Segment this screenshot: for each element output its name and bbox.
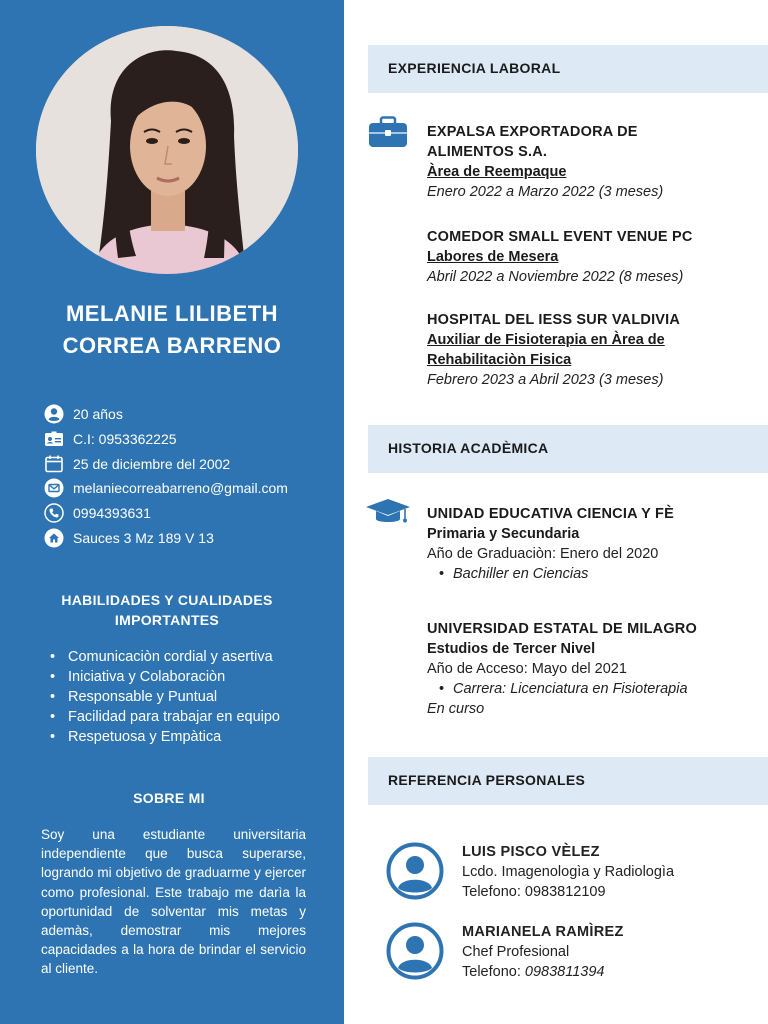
references-heading: REFERENCIA PERSONALES: [368, 757, 768, 805]
education-heading: HISTORIA ACADÈMICA: [368, 425, 768, 473]
skill-item: • Iniciativa y Colaboraciòn: [50, 667, 335, 687]
contact-birthday-text: 25 de diciembre del 2002: [73, 455, 231, 472]
reference-entry: [462, 922, 762, 982]
school-status: En curso: [427, 701, 485, 717]
skill-item: • Respetuosa y Empàtica: [50, 727, 335, 747]
job-entry: [427, 310, 762, 390]
calendar-icon: [43, 454, 65, 474]
job-dates: Abril 2022 a Noviembre 2022 (8 meses): [427, 269, 684, 285]
contact-address: [43, 525, 333, 550]
reference-avatar-icon: [386, 842, 444, 900]
email-icon: [43, 478, 65, 498]
job-role: Auxiliar de Fisioterapia en Àrea de Rehabilitaciòn Fisica: [427, 332, 665, 368]
about-heading: SOBRE MI: [133, 790, 205, 806]
job-dates: Febrero 2023 a Abril 2023 (3 meses): [427, 372, 664, 388]
contact-email-text[interactable]: melaniecorreabarreno@gmail.com: [73, 480, 288, 497]
school-date: Año de Graduaciòn: Enero del 2020: [427, 546, 659, 562]
sidebar: [0, 0, 344, 1024]
home-icon: [43, 528, 65, 548]
about-text: Soy una estudiante universitaria independiente que busca superarse, logrando mi objetivo de graduarme y ejercer como profesional. Este trabajo me darìa la oportunidad de solventar mis metas y ademàs, demostrar mis mejores capacidades a la hora de brindar el servicio al cliente.: [41, 827, 306, 977]
briefcase-icon: [368, 116, 408, 148]
graduation-cap-icon: [365, 498, 411, 526]
name-line-2: CORREA BARRENO: [62, 333, 282, 358]
school-detail-item: • Carrera: Licenciatura en Fisioterapia: [427, 679, 762, 699]
job-company: EXPALSA EXPORTADORA DE ALIMENTOS S.A.: [427, 124, 638, 160]
contact-phone-text[interactable]: 0994393631: [73, 505, 151, 522]
skills-heading-line-1: HABILIDADES Y CUALIDADES: [61, 592, 273, 608]
contact-age: [43, 402, 333, 427]
contact-address-text: Sauces 3 Mz 189 V 13: [73, 529, 214, 546]
school-level: Primaria y Secundaria: [427, 526, 580, 542]
contact-id-text: C.I: 0953362225: [73, 431, 177, 448]
school-name: UNIVERSIDAD ESTATAL DE MILAGRO: [427, 621, 697, 637]
reference-phone-line: [462, 962, 762, 982]
job-role: Labores de Mesera: [427, 249, 559, 265]
reference-phone-label: Telefono:: [462, 964, 525, 980]
job-company: HOSPITAL DEL IESS SUR VALDIVIA: [427, 312, 681, 328]
reference-avatar-icon: [386, 922, 444, 980]
contact-birthday: [43, 451, 333, 476]
contact-id: [43, 427, 333, 452]
school-details: [427, 564, 762, 584]
reference-role: Chef Profesional: [462, 944, 570, 960]
job-entry: [427, 227, 762, 287]
school-detail-item: • Bachiller en Ciencias: [427, 564, 762, 584]
skills-heading: [0, 590, 334, 630]
phone-icon: [43, 503, 65, 523]
reference-name: LUIS PISCO VÈLEZ: [462, 844, 600, 860]
experience-heading: EXPERIENCIA LABORAL: [368, 45, 768, 93]
reference-phone[interactable]: 0983812109: [524, 884, 606, 900]
contact-phone: [43, 501, 333, 526]
education-entry: [427, 619, 762, 719]
reference-phone[interactable]: 0983811394: [524, 964, 605, 980]
contact-list: [43, 402, 333, 550]
reference-name: MARIANELA RAMÌREZ: [462, 924, 624, 940]
reference-role: Lcdo. Imagenologìa y Radiologìa: [462, 864, 675, 880]
reference-entry: [462, 842, 762, 902]
reference-phone-label: Telefono:: [462, 884, 525, 900]
reference-phone-line: [462, 882, 762, 902]
profile-photo-illustration: [36, 26, 298, 274]
school-date: Año de Acceso: Mayo del 2021: [427, 661, 627, 677]
school-level: Estudios de Tercer Nivel: [427, 641, 596, 657]
job-role: Àrea de Reempaque: [427, 164, 567, 180]
skill-item: • Responsable y Puntual: [50, 687, 335, 707]
school-details: [427, 679, 762, 699]
job-dates: Enero 2022 a Marzo 2022 (3 meses): [427, 184, 664, 200]
name-line-1: MELANIE LILIBETH: [65, 301, 279, 326]
education-entry: [427, 504, 762, 584]
school-name: UNIDAD EDUCATIVA CIENCIA Y FÈ: [427, 506, 674, 522]
user-icon: [43, 404, 65, 424]
id-card-icon: [43, 429, 65, 449]
skill-item: • Comunicaciòn cordial y asertiva: [50, 647, 335, 667]
candidate-name: [0, 298, 344, 362]
job-company: COMEDOR SMALL EVENT VENUE PC: [427, 229, 693, 245]
skills-heading-line-2: IMPORTANTES: [114, 612, 220, 628]
skills-list: [50, 647, 335, 747]
contact-email: [43, 476, 333, 501]
profile-photo: [36, 26, 298, 274]
contact-age-text: 20 años: [73, 406, 123, 423]
skill-item: • Facilidad para trabajar en equipo: [50, 707, 335, 727]
job-entry: [427, 122, 762, 202]
